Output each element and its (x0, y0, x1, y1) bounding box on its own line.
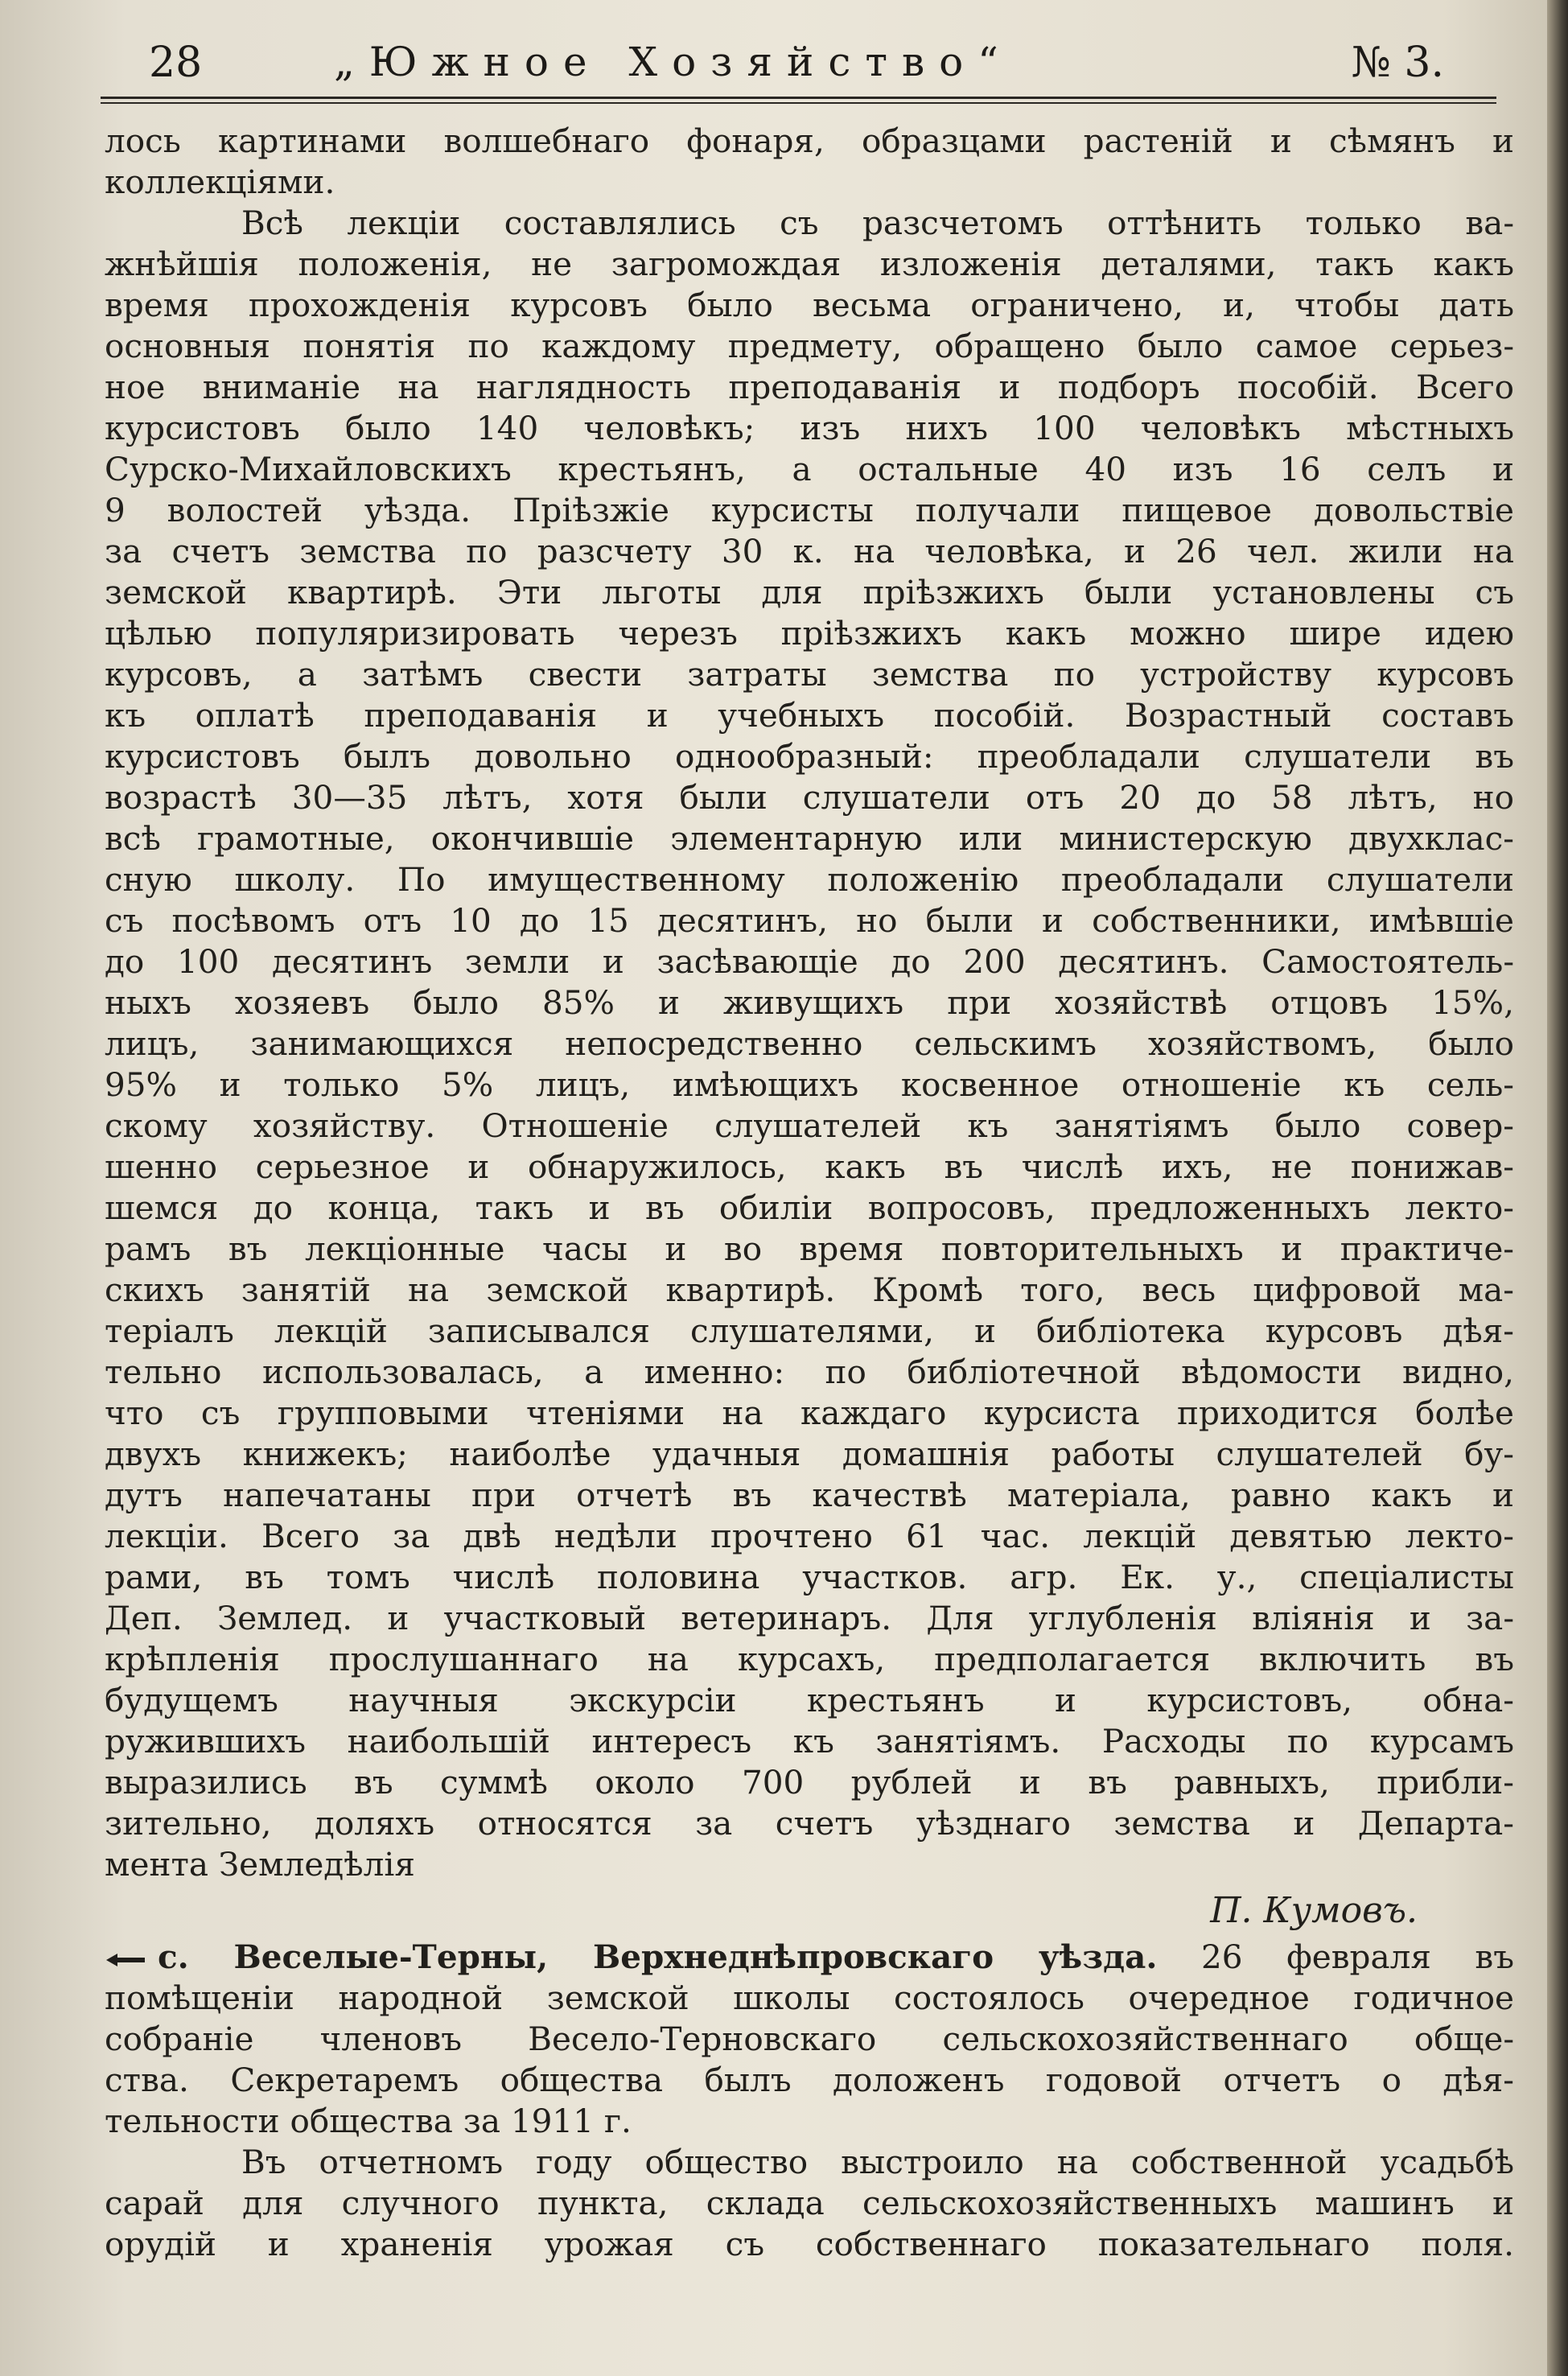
news-heading: с. Веселые-Терны, Верхнеднѣпровскаго уѣзда. (158, 1937, 1158, 1976)
text-line: лось картинами волшебнаго фонаря, образцами растеній и сѣмянъ и (105, 121, 1514, 160)
text-line: орудій и храненія урожая съ собственнаго показательнаго поля. (105, 2225, 1514, 2263)
text-line: возрастѣ 30—35 лѣтъ, хотя были слушатели отъ 20 до 58 лѣтъ, но (105, 778, 1514, 817)
text-line: за счетъ земства по разсчету 30 к. на человѣка, и 26 чел. жили на (105, 532, 1514, 570)
text-line: ное вниманіе на наглядность преподаванія и подборъ пособій. Всего (105, 368, 1514, 406)
text-line: что съ групповыми чтеніями на каждаго курсиста приходится болѣе (105, 1394, 1514, 1432)
paragraph-4 (105, 2142, 1514, 2265)
text-line: крѣпленія прослушаннаго на курсахъ, предполагается включить въ (105, 1640, 1514, 1678)
text-line: рамъ въ лекціонные часы и во время повторительныхъ и практиче- (105, 1229, 1514, 1268)
text-line: цѣлью популяризировать черезъ пріѣзжихъ какъ можно шире идею (105, 614, 1514, 653)
header-rule-thin (101, 102, 1496, 104)
text-line: основныя понятія по каждому предмету, обращено было самое серьез- (105, 327, 1514, 365)
news-item (105, 1937, 1514, 2142)
text-line: 9 волостей уѣзда. Пріѣзжіе курсисты получали пищевое довольствіе (105, 491, 1514, 529)
text-line: мента Земледѣлія (105, 1845, 415, 1884)
text-line: земской квартирѣ. Эти льготы для пріѣзжихъ были установлены съ (105, 573, 1514, 612)
text-line: до 100 десятинъ земли и засѣвающіе до 200 десятинъ. Самостоятель- (105, 942, 1514, 981)
text-line: жнѣйшія положенія, не загромождая изложенія деталями, такъ какъ (105, 245, 1514, 283)
text-line: дутъ напечатаны при отчетѣ въ качествѣ матеріала, равно какъ и (105, 1476, 1514, 1514)
text-line: скихъ занятій на земской квартирѣ. Кромѣ того, весь цифровой ма- (105, 1270, 1514, 1309)
text-line: съ посѣвомъ отъ 10 до 15 десятинъ, но были и собственники, имѣвшіе (105, 901, 1514, 940)
text-line: будущемъ научныя экскурсіи крестьянъ и курсистовъ, обна- (105, 1681, 1514, 1719)
text-line: курсистовъ было 140 человѣкъ; изъ нихъ 100 человѣкъ мѣстныхъ (105, 409, 1514, 447)
text-line: всѣ грамотные, окончившіе элементарную или министерскую двухклас- (105, 819, 1514, 858)
text-line: шемся до конца, такъ и въ обиліи вопросовъ, предложенныхъ лекто- (105, 1188, 1514, 1227)
text-line: зительно, доляхъ относятся за счетъ уѣзднаго земства и Департа- (105, 1804, 1514, 1843)
text-line: помѣщеніи народной земской школы состоялось очередное годичное (105, 1979, 1514, 2017)
text-line: шенно серьезное и обнаружилось, какъ въ числѣ ихъ, не понижав- (105, 1147, 1514, 1186)
book-spine-shadow (1547, 0, 1568, 2376)
text-line: сную школу. По имущественному положенію преобладали слушатели (105, 860, 1514, 899)
text-line: рами, въ томъ числѣ половина участков. агр. Ек. у., спеціалисты (105, 1558, 1514, 1596)
paragraph-2 (105, 203, 1514, 1885)
text-line: ства. Секретаремъ общества былъ доложенъ годовой отчетъ о дѣя- (105, 2061, 1514, 2099)
text-line: Деп. Землед. и участковый ветеринаръ. Для углубленія вліянія и за- (105, 1599, 1514, 1637)
text-line: теріалъ лекцій записывался слушателями, и библіотека курсовъ дѣя- (105, 1312, 1514, 1350)
text-line: 95% и только 5% лицъ, имѣющихъ косвенное отношеніе къ сель- (105, 1065, 1514, 1104)
text-line: къ оплатѣ преподаванія и учебныхъ пособій. Возрастный составъ (105, 696, 1514, 735)
journal-title: „Южное Хозяйство“ (334, 39, 1013, 85)
text-line: выразились въ суммѣ около 700 рублей и въ равныхъ, прибли- (105, 1763, 1514, 1802)
text-line: коллекціями. (105, 163, 335, 201)
text-line: ружившихъ наибольшій интересъ къ занятіямъ. Расходы по курсамъ (105, 1722, 1514, 1760)
article-body (105, 121, 1514, 2265)
text-line: Въ отчетномъ году общество выстроило на собственной усадьбѣ (241, 2143, 1514, 2181)
text-line: тельности общества за 1911 г. (105, 2102, 632, 2140)
text-line: двухъ книжекъ; наиболѣе удачныя домашнія работы слушателей бу- (105, 1435, 1514, 1473)
text-line: собраніе членовъ Весело-Терновскаго сельскохозяйственнаго обще- (105, 2020, 1514, 2058)
hand-pointer-icon (105, 1951, 146, 1969)
issue-number: № 3. (1351, 39, 1444, 87)
text-line: лицъ, занимающихся непосредственно сельскимъ хозяйствомъ, было (105, 1024, 1514, 1063)
text-line: ныхъ хозяевъ было 85% и живущихъ при хозяйствѣ отцовъ 15%, (105, 983, 1514, 1022)
text-line: Сурско-Михайловскихъ крестьянъ, а остальные 40 изъ 16 селъ и (105, 450, 1514, 488)
signature: П. Кумовъ. (1210, 1890, 1418, 1931)
text-line: сарай для случного пункта, склада сельскохозяйственныхъ машинъ и (105, 2184, 1514, 2222)
page-number: 28 (149, 39, 203, 87)
text-line: курсовъ, а затѣмъ свести затраты земства по устройству курсовъ (105, 655, 1514, 694)
text-line: курсистовъ былъ довольно однообразный: преобладали слушатели въ (105, 737, 1514, 776)
text-line: скому хозяйству. Отношеніе слушателей къ занятіямъ было совер- (105, 1106, 1514, 1145)
text-line: тельно использовалась, а именно: по библіотечной вѣдомости видно, (105, 1353, 1514, 1391)
text-line: время прохожденія курсовъ было весьма ограничено, и, чтобы дать (105, 286, 1514, 324)
text-line: Всѣ лекціи составлялись съ разсчетомъ оттѣнить только ва- (241, 204, 1514, 242)
text-line: лекціи. Всего за двѣ недѣли прочтено 61 час. лекцій девятью лекто- (105, 1517, 1514, 1555)
page-header (149, 32, 1468, 97)
news-first-line-rest: 26 февраля въ (1201, 1937, 1515, 1976)
paragraph-1 (105, 121, 1514, 203)
header-rule-thick (101, 97, 1496, 99)
news-first-line (105, 1937, 1514, 1978)
